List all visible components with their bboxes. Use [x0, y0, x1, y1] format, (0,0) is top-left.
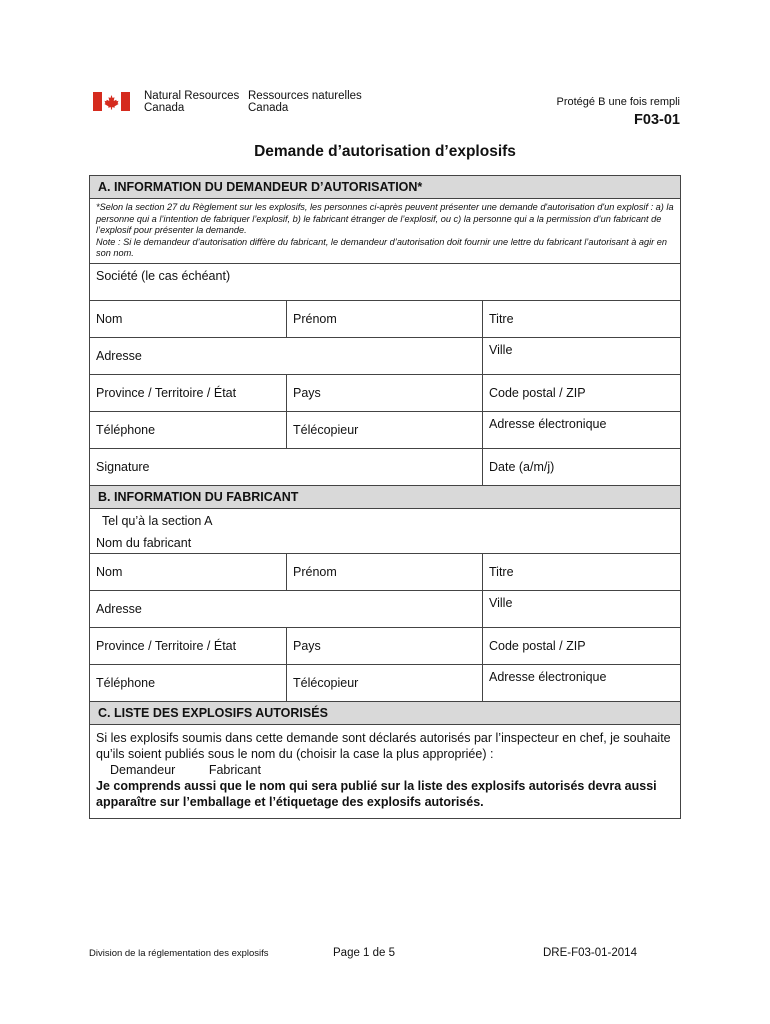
publication-options: [96, 762, 674, 778]
postal-code-field[interactable]: Code postal / ZIP: [482, 375, 680, 411]
section-a-note-2: Note : Si le demandeur d’autorisation diffère du fabricant, le demandeur d’autorisation doit fournir une lettre du fabricant l’autorisant à agir en son nom.: [96, 236, 667, 259]
b-last-name-field[interactable]: Nom: [96, 564, 123, 579]
name-row: [90, 301, 680, 338]
b-country-field[interactable]: Pays: [286, 628, 482, 664]
title-field[interactable]: Titre: [482, 301, 680, 337]
address-field[interactable]: Adresse: [96, 348, 142, 363]
section-c-acknowledgement: Je comprends aussi que le nom qui sera publié sur la liste des explosifs autorisés devra aussi apparaître sur l’emballage et l’étiquetage des explosifs autorisés.: [96, 778, 657, 809]
application-form: [89, 175, 681, 819]
b-address-field[interactable]: Adresse: [96, 601, 142, 616]
section-b-heading: B. INFORMATION DU FABRICANT: [90, 486, 680, 509]
b-postal-code-field[interactable]: Code postal / ZIP: [482, 628, 680, 664]
b-fax-field[interactable]: Télécopieur: [286, 665, 482, 701]
province-row: [90, 375, 680, 412]
b-address-row: [90, 591, 680, 628]
footer-division: Division de la réglementation des explosifs: [89, 948, 269, 959]
b-name-row: [90, 554, 680, 591]
b-province-row: [90, 628, 680, 665]
section-c-heading: C. LISTE DES EXPLOSIFS AUTORISÉS: [90, 702, 680, 725]
b-phone-field[interactable]: Téléphone: [96, 675, 156, 690]
b-province-field[interactable]: Province / Territoire / État: [96, 638, 237, 653]
canada-flag-icon: [93, 92, 130, 111]
country-field[interactable]: Pays: [286, 375, 482, 411]
protected-notice: Protégé B une fois rempli: [556, 96, 680, 108]
same-as-section-a-checkbox[interactable]: Tel qu’à la section A: [102, 513, 213, 528]
department-name-en: [144, 90, 239, 114]
document-title: Demande d’autorisation d’explosifs: [254, 143, 516, 160]
phone-field[interactable]: Téléphone: [96, 422, 156, 437]
email-field[interactable]: Adresse électronique: [482, 412, 680, 448]
dept-en-line1: Natural Resources: [144, 90, 240, 102]
city-field[interactable]: Ville: [482, 338, 680, 374]
option-manufacturer-checkbox[interactable]: Fabricant: [208, 762, 261, 777]
b-title-field[interactable]: Titre: [482, 554, 680, 590]
section-c-body: [90, 725, 680, 818]
option-applicant-checkbox[interactable]: Demandeur: [110, 762, 176, 777]
first-name-field[interactable]: Prénom: [286, 301, 482, 337]
company-field[interactable]: Société (le cas échéant): [96, 268, 231, 283]
footer-page-number: Page 1 de 5: [333, 947, 396, 959]
b-city-field[interactable]: Ville: [482, 591, 680, 627]
section-a-heading: A. INFORMATION DU DEMANDEUR D’AUTORISATION*: [90, 176, 680, 199]
province-field[interactable]: Province / Territoire / État: [96, 385, 237, 400]
b-phone-row: [90, 665, 680, 702]
dept-fr-line1: Ressources naturelles: [248, 90, 362, 102]
section-a-note-text: *Selon la section 27 du Règlement sur les explosifs, les personnes ci-après peuvent présenter une demande d'autorisation d'un explosif : a) la personne qui a l’intention de fabriquer l’explosif, b) le fabricant étranger de l’explosif, ou c) la personne qui a la permission d’un fabricant de l’explosif pour présenter la demande.: [96, 202, 674, 236]
date-field[interactable]: Date (a/m/j): [482, 449, 680, 485]
signature-row: [90, 449, 680, 486]
department-name-fr: [248, 90, 362, 114]
b-email-field[interactable]: Adresse électronique: [482, 665, 680, 701]
fax-field[interactable]: Télécopieur: [286, 412, 482, 448]
dept-fr-line2: Canada: [248, 102, 289, 114]
footer-form-code: DRE-F03-01-2014: [543, 947, 637, 959]
signature-field[interactable]: Signature: [96, 459, 150, 474]
manufacturer-name-field[interactable]: Nom du fabricant: [96, 535, 192, 550]
form-code: F03-01: [634, 112, 680, 128]
phone-row: [90, 412, 680, 449]
b-first-name-field[interactable]: Prénom: [286, 554, 482, 590]
dept-en-line2: Canada: [144, 102, 185, 114]
section-a-note: [90, 199, 680, 264]
last-name-field[interactable]: Nom: [96, 311, 123, 326]
manufacturer-row: [90, 531, 680, 554]
address-row: [90, 338, 680, 375]
section-c-text: Si les explosifs soumis dans cette demande sont déclarés autorisés par l’inspecteur en chef, je souhaite qu’ils soient publiés sous le nom du (choisir la case la plus appropriée) :: [96, 730, 671, 761]
company-row: [90, 264, 680, 301]
